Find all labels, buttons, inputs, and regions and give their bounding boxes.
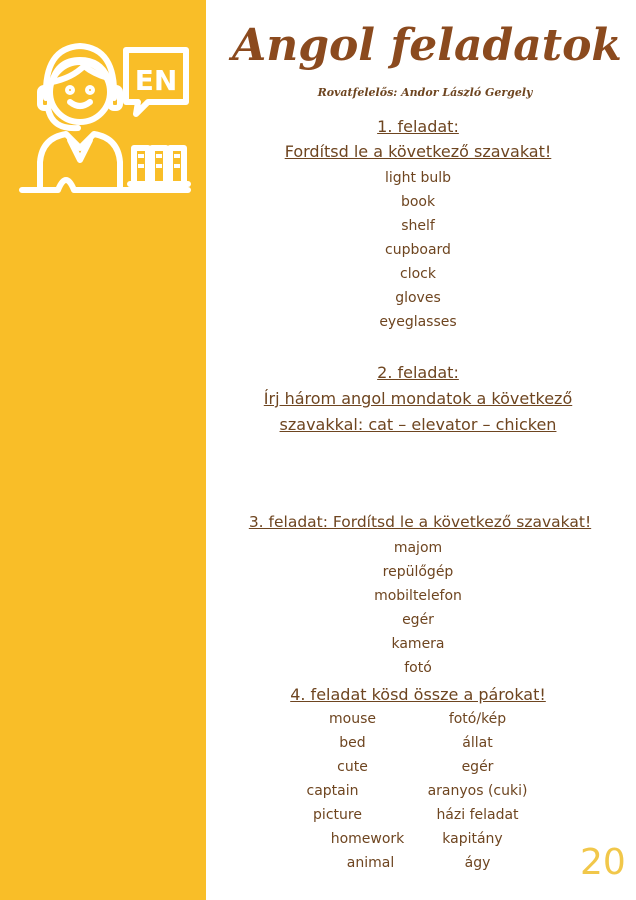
list-item: clock: [400, 266, 436, 282]
list-item: light bulb: [384, 170, 451, 186]
sidebar-panel: [0, 0, 206, 900]
list-item: eyeglasses: [379, 314, 457, 330]
pair-right: kapitány: [442, 831, 503, 847]
logo-en-text: EN: [134, 64, 178, 97]
pair-left: cute: [337, 759, 368, 775]
task2-heading: 2. feladat:: [377, 363, 459, 382]
list-item: repülőgép: [382, 564, 454, 580]
task4-heading: 4. feladat kösd össze a párokat!: [290, 685, 546, 704]
list-item: kamera: [391, 636, 445, 652]
task1-heading: 1. feladat:: [377, 117, 459, 136]
pair-left: captain: [306, 783, 359, 799]
pair-left: picture: [313, 807, 362, 823]
pair-right: egér: [461, 759, 494, 775]
pair-right: ágy: [464, 855, 491, 871]
pair-left: bed: [339, 735, 366, 751]
task2-line2: szavakkal: cat – elevator – chicken: [279, 415, 557, 434]
list-item: fotó: [404, 660, 432, 676]
english-teacher-headset-icon: [18, 30, 193, 200]
pair-right: házi feladat: [436, 807, 519, 823]
list-item: majom: [393, 540, 443, 556]
task3-heading: 3. feladat: Fordítsd le a következő szavakat!: [248, 513, 592, 531]
list-item: cupboard: [385, 242, 451, 258]
list-item: mobiltelefon: [374, 588, 462, 604]
pair-left: mouse: [329, 711, 376, 727]
page-number: 20: [580, 842, 626, 883]
list-item: egér: [402, 612, 434, 628]
pair-left: homework: [330, 831, 405, 847]
task2-line1: Írj három angol mondatok a következő: [263, 389, 573, 408]
pair-right: állat: [462, 735, 493, 751]
list-item: shelf: [401, 218, 435, 234]
page-subtitle: Rovatfelelős: Andor László Gergely: [317, 86, 533, 99]
pair-right: fotó/kép: [448, 711, 507, 727]
pair-left: animal: [346, 855, 395, 871]
task1-instruction: Fordítsd le a következő szavakat!: [284, 142, 552, 161]
list-item: book: [400, 194, 436, 210]
pair-right: aranyos (cuki): [427, 783, 528, 799]
list-item: gloves: [395, 290, 441, 306]
page-title: Angol feladatok: [232, 20, 622, 71]
